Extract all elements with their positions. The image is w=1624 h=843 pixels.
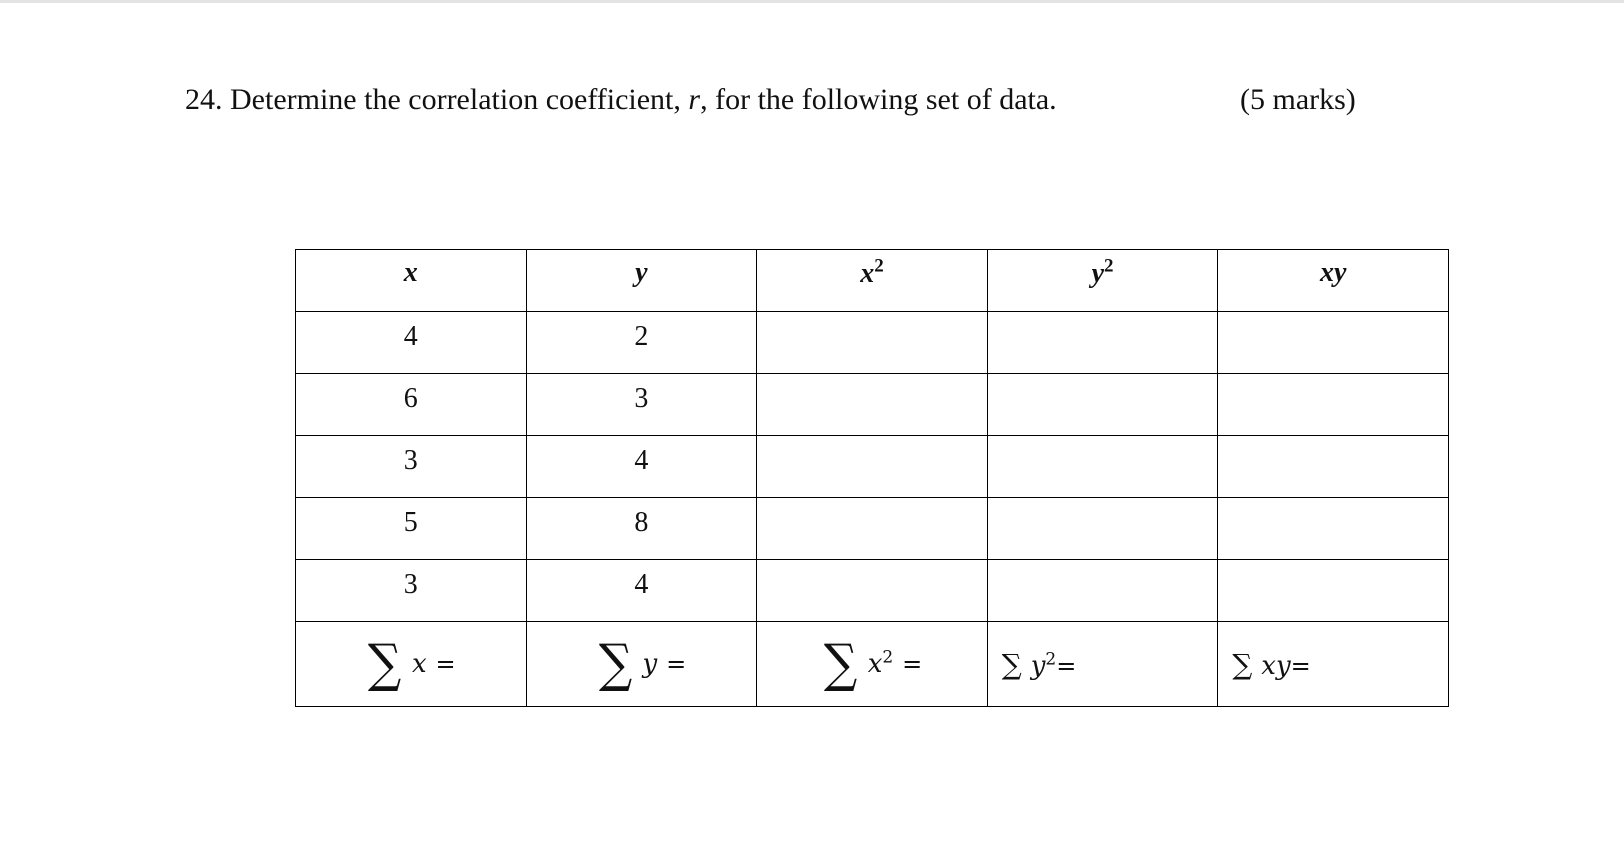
sigma-symbol: ∑ [1232,647,1253,681]
sigma-symbol: ∑ [598,634,632,694]
table-sum-row [296,622,1449,707]
cell-x: 3 [296,436,527,498]
sigma-symbol: ∑ [1001,647,1022,681]
sum-y-squared-cell[interactable]: ∑ $y^2=$ [987,622,1218,707]
question-text [185,80,1057,120]
cell-x: 4 [296,312,527,374]
question-text-start: 24. Determine the correlation coefficient, [185,83,689,116]
cell-y: 3 [526,374,757,436]
page-top-border [0,0,1624,3]
header-y-squared: $y^2$ [987,250,1218,312]
table-row [296,560,1449,622]
cell-y-squared-blank[interactable] [987,374,1218,436]
marks-label: (5 marks) [1240,83,1356,116]
table-row [296,498,1449,560]
cell-y: 4 [526,436,757,498]
sum-x-cell[interactable]: ∑ x = [296,622,527,707]
question-text-end: , for the following set of data. [700,83,1057,116]
cell-y-squared-blank[interactable] [987,560,1218,622]
correlation-data-table [295,249,1449,707]
cell-x-squared-blank[interactable] [757,498,988,560]
sigma-symbol: ∑ [823,634,857,694]
cell-y-squared-blank[interactable] [987,312,1218,374]
cell-xy-blank[interactable] [1218,498,1449,560]
header-x-squared: $x^2$ [757,250,988,312]
cell-x: 3 [296,560,527,622]
sum-x-squared-cell[interactable]: ∑ $x^2$ = [757,622,988,707]
cell-y-squared-blank[interactable] [987,436,1218,498]
cell-x-squared-blank[interactable] [757,374,988,436]
header-y: y [526,250,757,312]
table-row [296,374,1449,436]
cell-xy-blank[interactable] [1218,312,1449,374]
cell-y: 8 [526,498,757,560]
cell-xy-blank[interactable] [1218,560,1449,622]
header-xy: xy [1218,250,1449,312]
cell-x-squared-blank[interactable] [757,312,988,374]
cell-x: 6 [296,374,527,436]
cell-xy-blank[interactable] [1218,436,1449,498]
cell-y-squared-blank[interactable] [987,498,1218,560]
cell-x-squared-blank[interactable] [757,560,988,622]
sigma-symbol: ∑ [367,634,402,694]
question-variable-r: r [688,83,701,116]
cell-y: 4 [526,560,757,622]
cell-xy-blank[interactable] [1218,374,1449,436]
cell-x-squared-blank[interactable] [757,436,988,498]
cell-y: 2 [526,312,757,374]
sum-y-cell[interactable]: ∑ y = [526,622,757,707]
sum-xy-cell[interactable]: ∑ xy= [1218,622,1449,707]
header-x: x [296,250,527,312]
table-row [296,312,1449,374]
cell-x: 5 [296,498,527,560]
table-row [296,436,1449,498]
table-header-row [296,250,1449,312]
